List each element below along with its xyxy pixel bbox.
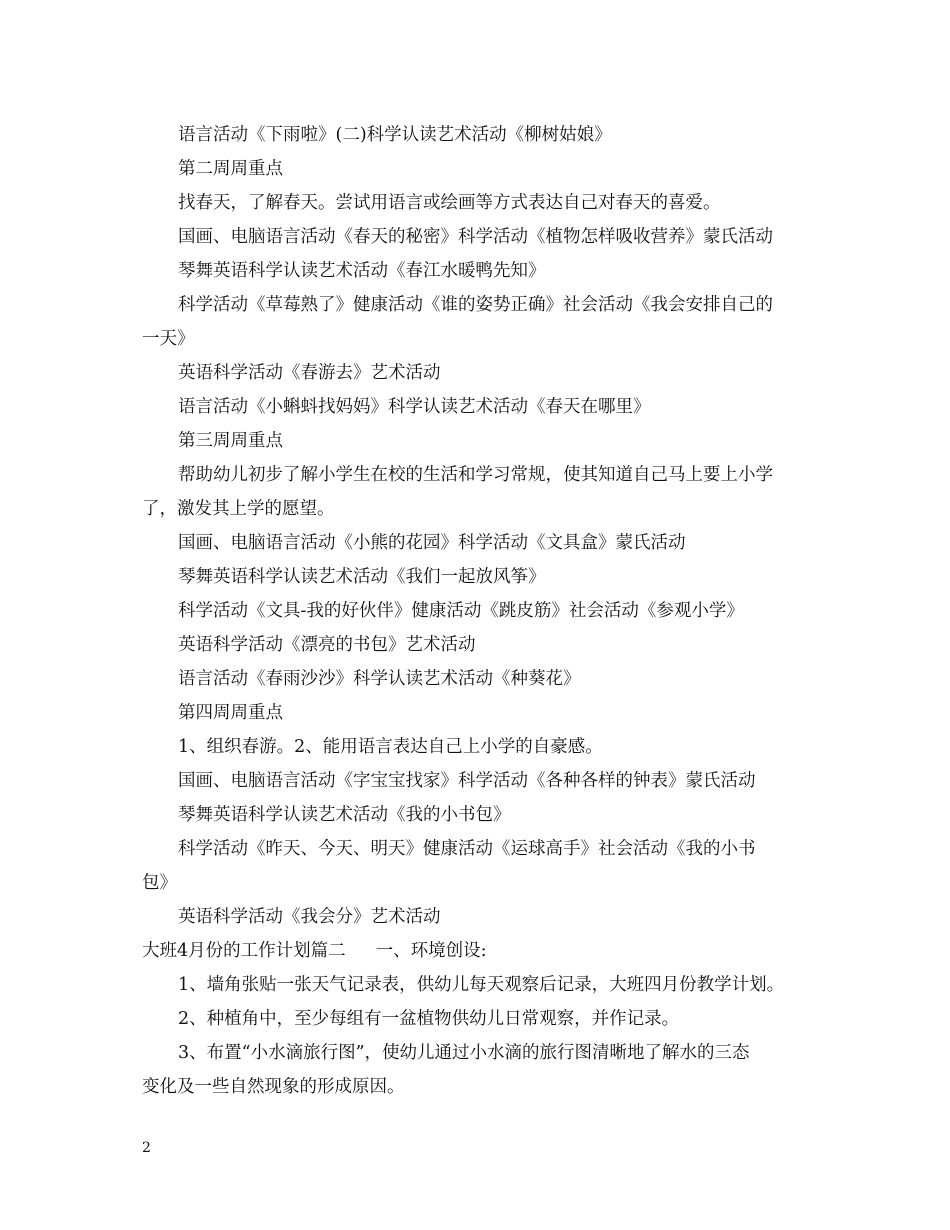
text-line: 变化及一些自然现象的形成原因。 xyxy=(142,1077,405,1097)
text-line: 科学活动《草莓熟了》健康活动《谁的姿势正确》社会活动《我会安排自己的 xyxy=(178,295,773,315)
text-line: 琴舞英语科学认读艺术活动《我们一起放风筝》 xyxy=(178,567,546,587)
section-title: 一、环境创设: xyxy=(375,941,487,961)
text-line: 科学活动《昨天、今天、明天》健康活动《运球高手》社会活动《我的小书 xyxy=(178,839,756,859)
text-line: 国画、电脑语言活动《春天的秘密》科学活动《植物怎样吸收营养》蒙氏活动 xyxy=(178,227,773,247)
paragraph-group xyxy=(142,118,814,900)
text-line: 第四周周重点 xyxy=(178,703,283,723)
text-line: 国画、电脑语言活动《字宝宝找家》科学活动《各种各样的钟表》蒙氏活动 xyxy=(178,771,756,791)
document-body xyxy=(142,118,814,1104)
text-line: 一天》 xyxy=(142,329,195,349)
text-line: 3、布置“小水滴旅行图”，使幼儿通过小水滴的旅行图清晰地了解水的三态 xyxy=(178,1043,750,1063)
paragraph-group xyxy=(142,900,814,934)
text-line: 了，激发其上学的愿望。 xyxy=(142,499,335,519)
text-line: 国画、电脑语言活动《小熊的花园》科学活动《文具盒》蒙氏活动 xyxy=(178,533,686,553)
text-line: 琴舞英语科学认读艺术活动《我的小书包》 xyxy=(178,805,511,825)
text-line: 语言活动《小蝌蚪找妈妈》科学认读艺术活动《春天在哪里》 xyxy=(178,397,651,417)
article-title: 大班4月份的工作计划篇二 xyxy=(142,941,346,961)
text-line: 1、墙角张贴一张天气记录表，供幼儿每天观察后记录，大班四月份教学计划。 xyxy=(178,975,785,995)
text-line: 包》 xyxy=(142,873,177,893)
text-line: 琴舞英语科学认读艺术活动《春江水暖鸭先知》 xyxy=(178,261,546,281)
text-line: 第二周周重点 xyxy=(178,159,283,179)
page-number: 2 xyxy=(142,1140,151,1156)
text-line: 1、组织春游。2、能用语言表达自己上小学的自豪感。 xyxy=(178,737,603,757)
text-line: 英语科学活动《我会分》艺术活动 xyxy=(178,907,441,927)
text-line: 找春天，了解春天。尝试用语言或绘画等方式表达自己对春天的喜爱。 xyxy=(178,193,721,213)
paragraph-group xyxy=(142,968,814,1104)
text-line: 第三周周重点 xyxy=(178,431,283,451)
text-line: 英语科学活动《春游去》艺术活动 xyxy=(178,363,441,383)
text-line: 2、种植角中，至少每组有一盆植物供幼儿日常观察，并作记录。 xyxy=(178,1009,680,1029)
text-line: 语言活动《春雨沙沙》科学认读艺术活动《种葵花》 xyxy=(178,669,581,689)
text-line: 科学活动《文具-我的好伙伴》健康活动《跳皮筋》社会活动《参观小学》 xyxy=(178,601,744,621)
section-heading xyxy=(142,934,814,968)
text-line: 帮助幼儿初步了解小学生在校的生活和学习常规，使其知道自己马上要上小学 xyxy=(178,465,773,485)
text-line: 语言活动《下雨啦》(二)科学认读艺术活动《柳树姑娘》 xyxy=(178,125,612,145)
text-line: 英语科学活动《漂亮的书包》艺术活动 xyxy=(178,635,476,655)
